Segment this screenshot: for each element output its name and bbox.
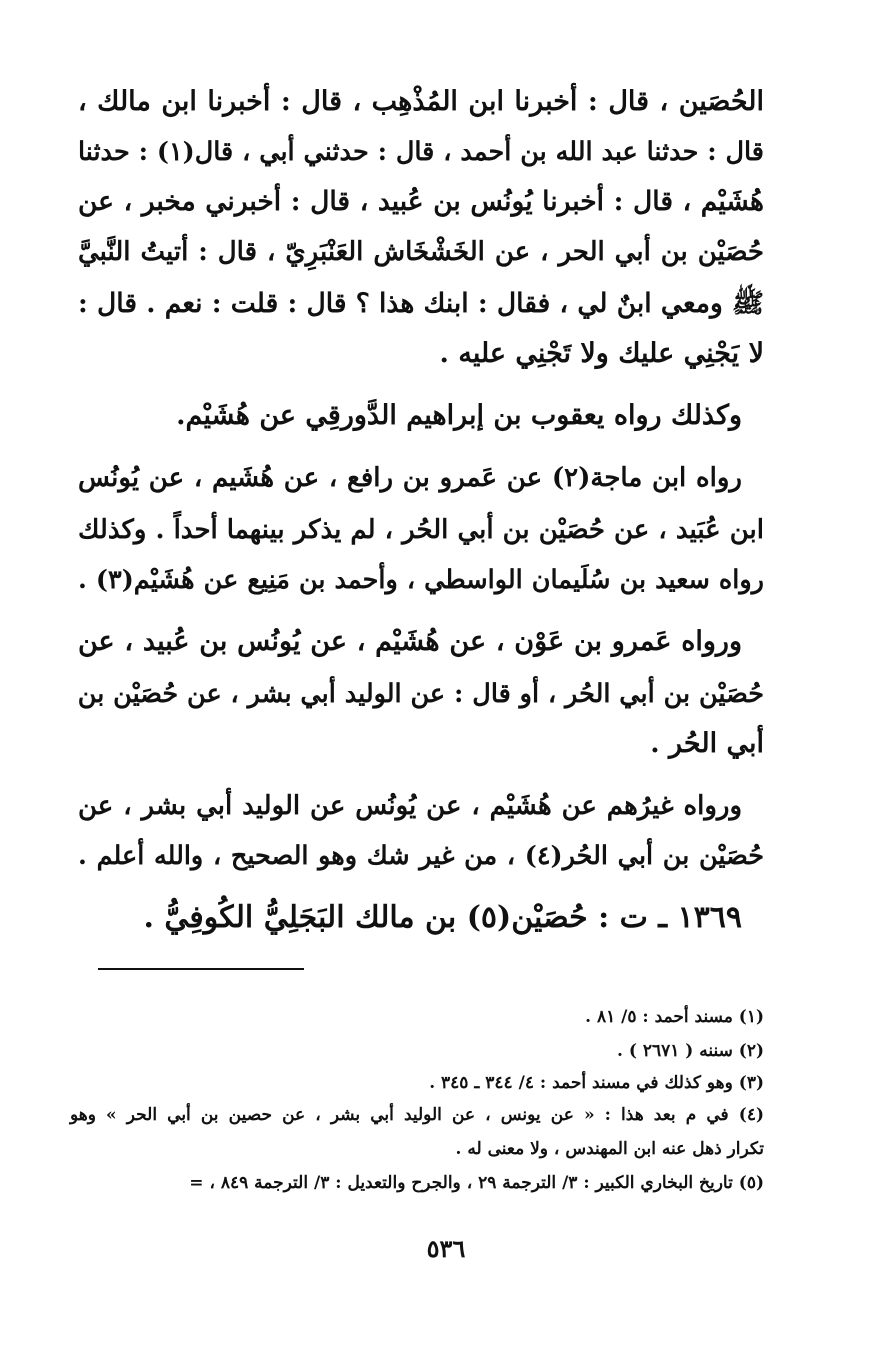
body-line: لا يَجْنِي عليك ولا تَجْنِي عليه .: [439, 338, 764, 369]
body-line: هُشَيْم ، قال : أخبرنا يُونُس بن عُبيد ، قال : أخبرني مخبر ، عن: [78, 186, 764, 217]
body-line: ﷺ ومعي ابنٌ لي ، فقال : ابنك هذا ؟ قال : قلت : نعم . قال :: [78, 288, 764, 319]
footnote: (٣) وهو كذلك في مسند أحمد : ٤/ ٣٤٤ ـ ٣٤٥ .: [429, 1073, 764, 1093]
footnote: تكرار ذهل عنه ابن المهندس ، ولا معنى له .: [455, 1139, 764, 1159]
body-line: حُصَيْن بن أبي الحُر(٤) ، من غير شك وهو الصحيح ، والله أعلم .: [78, 841, 764, 871]
entry-heading: ١٣٦٩ ـ ت : حُصَيْن(٥) بن مالك البَجَلِيُّ الكُوفِيُّ .: [143, 900, 742, 935]
body-line: حُصَيْن بن أبي الحر ، عن الخَشْخَاش العَنْبَرِيّ ، قال : أتيتُ النَّبيَّ: [78, 237, 764, 267]
footnote: (٥) تاريخ البخاري الكبير : ٣/ الترجمة ٢٩ ، والجرح والتعديل : ٣/ الترجمة ٨٤٩ ، =: [189, 1173, 764, 1193]
body-line: الحُصَين ، قال : أخبرنا ابن المُذْهِب ، قال : أخبرنا ابن مالك ،: [78, 86, 764, 117]
footnote: (١) مسند أحمد : ٥/ ٨١ .: [585, 1007, 764, 1027]
body-line: قال : حدثنا عبد الله بن أحمد ، قال : حدثني أبي ، قال(١) : حدثنا: [78, 137, 764, 167]
body-line: ورواه عَمرو بن عَوْن ، عن هُشَيْم ، عن يُونُس بن عُبيد ، عن: [78, 626, 742, 657]
footnote: (٤) في م بعد هذا : « عن يونس ، عن الوليد أبي بشر ، عن حصين بن أبي الحر » وهو: [70, 1105, 764, 1125]
footnote-separator: [98, 968, 304, 970]
body-line: رواه ابن ماجة(٢) عن عَمرو بن رافع ، عن هُشَيم ، عن يُونُس: [78, 463, 742, 493]
body-line: حُصَيْن بن أبي الحُر ، أو قال : عن الوليد أبي بشر ، عن حُصَيْن بن: [77, 679, 764, 709]
body-line: أبي الحُر .: [650, 728, 764, 759]
body-line: ورواه غيرُهم عن هُشَيْم ، عن يُونُس عن الوليد أبي بشر ، عن: [78, 791, 742, 821]
body-line: ابن عُبَيد ، عن حُصَيْن بن أبي الحُر ، لم يذكر بينهما أحداً . وكذلك: [78, 515, 764, 545]
body-line: رواه سعيد بن سُلَيمان الواسطي ، وأحمد بن مَنِيع عن هُشَيْم(٣) .: [78, 565, 764, 595]
body-line: وكذلك رواه يعقوب بن إبراهيم الدَّورقِي عن هُشَيْم.: [176, 400, 742, 431]
page-number: ٥٣٦: [426, 1234, 466, 1263]
footnote: (٢) سننه ( ٢٦٧١ ) .: [617, 1041, 764, 1061]
